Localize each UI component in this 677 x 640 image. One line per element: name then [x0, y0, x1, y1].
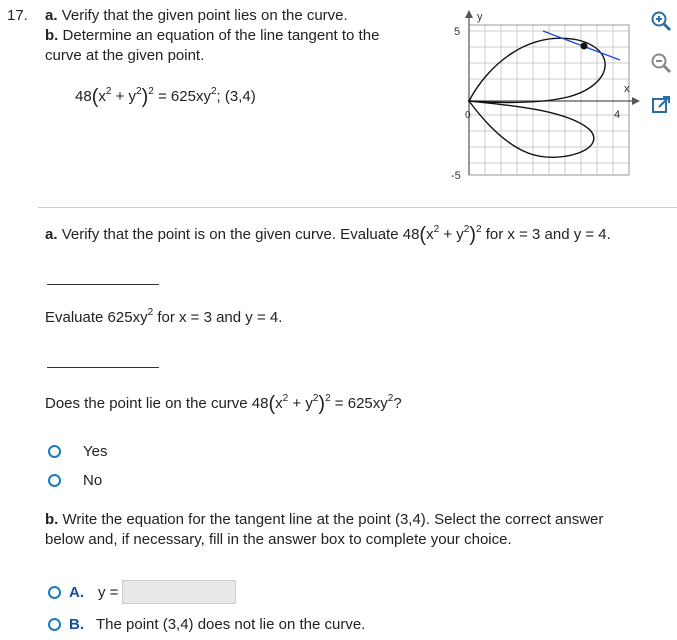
divider	[38, 207, 677, 208]
answer-blank-1[interactable]	[47, 284, 159, 285]
point-marker	[581, 43, 588, 50]
radio-yes[interactable]	[48, 445, 61, 458]
radio-no[interactable]	[48, 474, 61, 487]
part-b-statement-cont: curve at the given point.	[45, 47, 205, 64]
lie-on-curve-question: Does the point lie on the curve $48(x^2 + y^2)^2 = 625xy^2$?	[45, 393, 402, 415]
zoom-in-icon[interactable]	[650, 10, 672, 32]
svg-text:4: 4	[614, 109, 621, 121]
section-b-prompt: b. Write the equation for the tangent line at the point (3,4). Select the correct answer	[45, 511, 604, 528]
section-a-prompt: a. Verify that the point is on the given curve. Evaluate $48(x^2 + y^2)^2$ for x = 3 and y = 4.	[45, 224, 611, 246]
svg-text:y: y	[477, 11, 483, 23]
svg-text:x: x	[624, 83, 630, 95]
given-equation: $48(x^2 + y^2)^2 = 625xy^2$; (3,4)	[75, 86, 256, 108]
curve-graph	[448, 5, 648, 185]
radio-b[interactable]	[48, 618, 61, 631]
option-yes[interactable]: Yes	[48, 443, 107, 460]
section-b-prompt-cont: below and, if necessary, fill in the answer box to complete your choice.	[45, 531, 512, 548]
part-a-statement: a. Verify that the given point lies on the curve.	[45, 7, 348, 24]
zoom-out-icon[interactable]	[650, 52, 672, 74]
part-b-statement: b. Determine an equation of the line tangent to the	[45, 27, 380, 44]
answer-blank-2[interactable]	[47, 367, 159, 368]
popout-icon[interactable]	[650, 94, 672, 116]
option-a[interactable]: A. y =	[48, 580, 236, 604]
tangent-answer-box[interactable]	[122, 580, 236, 604]
svg-text:0: 0	[465, 110, 471, 121]
lower-loop	[469, 101, 594, 157]
radio-a[interactable]	[48, 586, 61, 599]
evaluate-prompt-2: Evaluate $625xy^2$ for x = 3 and y = 4.	[45, 307, 283, 326]
option-b[interactable]: B. The point (3,4) does not lie on the curve.	[48, 616, 365, 633]
question-number: 17.	[7, 7, 28, 24]
svg-text:-5: -5	[451, 170, 461, 182]
svg-text:5: 5	[454, 26, 461, 38]
option-no[interactable]: No	[48, 472, 102, 489]
